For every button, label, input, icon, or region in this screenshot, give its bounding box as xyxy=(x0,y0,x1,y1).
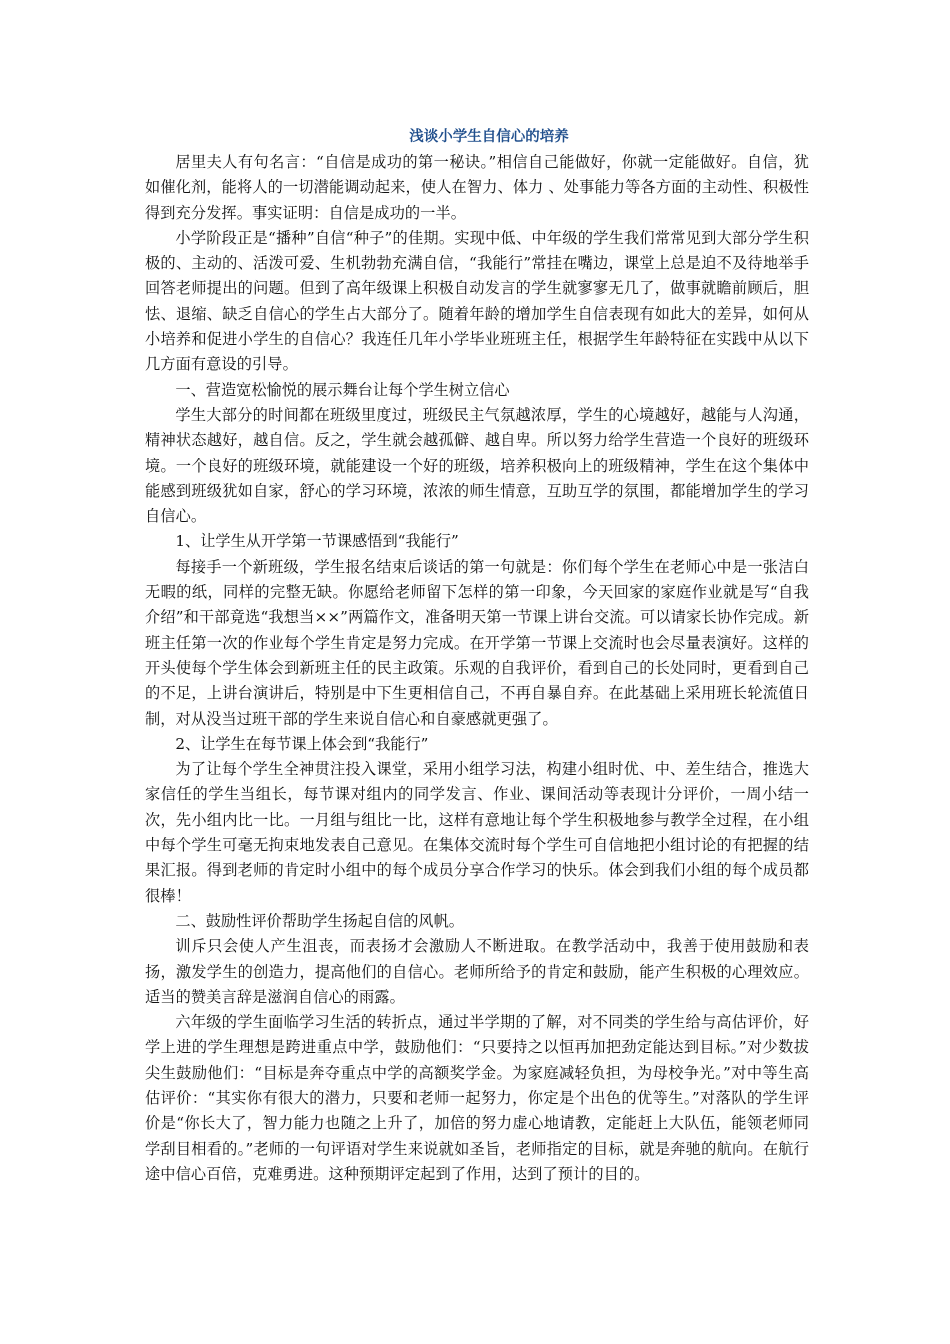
document-title: 浅谈小学生自信心的培养 xyxy=(409,129,569,145)
document-page xyxy=(145,124,809,1187)
paragraph-background: 小学阶段正是“播种”自信“种子”的佳期。实现中低、中年级的学生我们常常见到大部分学生积极的、主动的、活泼可爱、生机勃勃充满自信，“我能行”常挂在嘴边，课堂上总是迫不及待地举手回答老师提出的问题。但到了高年级课上积极自动发言的学生就寥寥无几了，做事就瞻前顾后，胆怯、退缩、缺乏自信心的学生占大部分了。随着年龄的增加学生自信表现有如此大的差异，如何从小培养和促进小学生的自信心？我连任几年小学毕业班班主任，根据学生年龄特征在实践中从以下几方面有意设的引导。 xyxy=(145,228,809,374)
section-heading-2: 二、鼓励性评价帮助学生扬起自信的风帆。 xyxy=(175,911,464,930)
section-heading-1: 一、营造宽松愉悦的展示舞台让每个学生树立信心 xyxy=(175,380,510,399)
paragraph-encouragement: 训斥只会使人产生沮丧，而表扬才会激励人不断进取。在教学活动中，我善于使用鼓励和表扬，激发学生的创造力，提高他们的自信心。老师所给予的肯定和鼓励，能产生积极的心理效应。适当的赞美言辞是滋润自信心的雨露。 xyxy=(145,937,809,1006)
paragraph-group-learning: 为了让每个学生全神贯注投入课堂，采用小组学习法，构建小组时优、中、差生结合，推选大家信任的学生当组长，每节课对组内的同学发言、作业、课间活动等表现计分评价，一周小结一次，先小组内比一比。一月组与组比一比，这样有意地让每个学生积极地参与教学全过程，在小组中每个学生可毫无拘束地发表自己意见。在集体交流时每个学生可自信地把小组讨论的有把握的结果汇报。得到老师的肯定时小组中的每个成员分享合作学习的快乐。体会到我们小组的每个成员都很棒！ xyxy=(145,760,809,905)
subsection-heading-1-2: 2、让学生在每节课上体会到“我能行” xyxy=(175,734,429,753)
subsection-heading-1-1: 1、让学生从开学第一节课感悟到“我能行” xyxy=(175,532,459,551)
paragraph-class-environment: 学生大部分的时间都在班级里度过，班级民主气氛越浓厚，学生的心境越好，越能与人沟通，精神状态越好，越自信。反之，学生就会越孤僻、越自卑。所以努力给学生营造一个良好的班级环境。一个良好的班级环境，就能建设一个好的班级，培养积极向上的班级精神，学生在这个集体中能感到班级犹如自家，舒心的学习环境，浓浓的师生情意，互助互学的氛围，都能增加学生的学习自信心。 xyxy=(145,405,809,526)
paragraph-intro: 居里夫人有句名言：“自信是成功的第一秘诀。”相信自己能做好，你就一定能做好。自信，犹如催化剂，能将人的一切潜能调动起来，使人在智力、体力 、处事能力等各方面的主动性、积极性得到充分发挥。事实证明：自信是成功的一半。 xyxy=(145,153,809,222)
paragraph-grade-six-evaluation: 六年级的学生面临学习生活的转折点，通过半学期的了解，对不同类的学生给与高估评价，好学上进的学生理想是跨进重点中学，鼓励他们：“只要持之以恒再加把劲定能达到目标。”对少数拔尖生鼓励他们：“目标是奔夺重点中学的高额奖学金。为家庭减轻负担，为母校争光。”对中等生高估评价：“其实你有很大的潜力，只要和老师一起努力，你定是个出色的优等生。”对落队的学生评价是“你长大了，智力能力也随之上升了，加倍的努力虚心地请教，定能赶上大队伍，能领老师同学刮目相看的。”老师的一句评语对学生来说就如圣旨，老师指定的目标，就是奔驰的航向。在航行途中信心百倍，克难勇进。这种预期评定起到了作用，达到了预计的目的。 xyxy=(145,1013,809,1183)
paragraph-first-lesson: 每接手一个新班级，学生报名结束后谈话的第一句就是：你们每个学生在老师心中是一张洁白无暇的纸，同样的完整无缺。你愿给老师留下怎样的第一印象，今天回家的家庭作业就是写“自我介绍”和干部竟选“我想当××”两篇作文，准备明天第一节课上讲台交流。可以请家长协作完成。新班主任第一次的作业每个学生肯定是努力完成。在开学第一节课上交流时也会尽量表演好。这样的开头使每个学生体会到新班主任的民主政策。乐观的自我评价，看到自己的长处同时，更看到自己的不足，上讲台演讲后，特别是中下生更相信自己，不再自暴自弃。在此基础上采用班长轮流值日制，对从没当过班干部的学生来说自信心和自豪感就更强了。 xyxy=(145,557,809,728)
